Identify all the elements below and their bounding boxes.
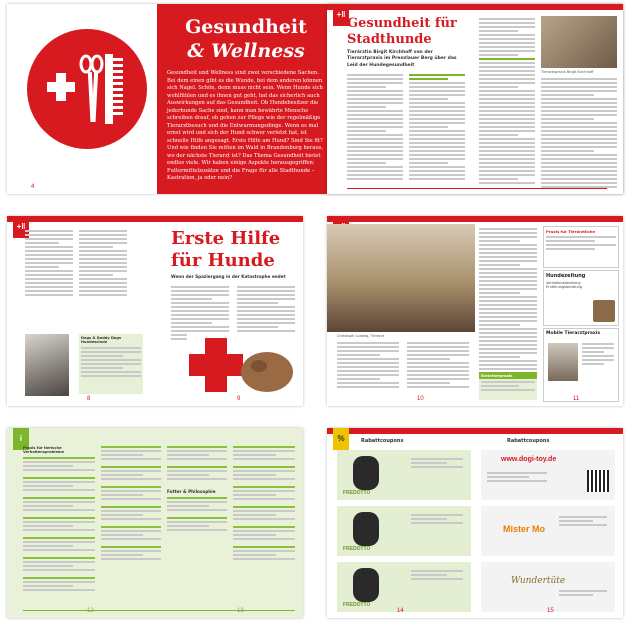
spread-directory	[7, 428, 303, 618]
coupon-wundertuete	[481, 562, 615, 612]
section-tag: +‖	[13, 216, 29, 238]
kleintierpraxis-box	[479, 372, 537, 400]
photo-caption: Christoph Ludwig, Tierarzt	[337, 334, 385, 338]
section-tag: %	[333, 428, 349, 450]
page-number: 14	[397, 608, 404, 614]
intro-text: Gesundheit und Wellness sind zwei verschiedene Sachen. Bei dem einen gibt es die Wunde, bei dem anderen können sich Nagel. Schön, denn muss nicht sein. Wenn Hunde sich wohlfühlen und es ihnen gut geht, hat das sicherlich auch Auswirkungen auf das Gesundheit. Ob Hundebesitzer die jederhunde Sache sind, kann man bewährte Mensche schreiben drauf, ob gehen zur Pflege wie der regelmäßige Tierarztbesuch und die Entwurmungsdinge. Wenn es mal ernst wird und sich der Hund schwer verletzt hat, ist schnelle Hilfe angesagt. Erste Hilfe am Hund? Sind Sie fit? Und wie finden Sie mitten im Wald in Brandenburg heraus, wo der nächste Tierarzt ist? Das Thema Gesundheit bietet endlos viele. Wir haben einige Aspekte herausgegriffen: Futtermittelzusätze und die Frage für alle Stadthunde – Kastration, ja oder nein?	[167, 70, 324, 182]
text-col-2	[409, 74, 465, 182]
page-number: 4	[31, 184, 35, 190]
ad3-title: Mobile Tierarztpraxis	[546, 331, 601, 336]
page-number: 13	[237, 608, 244, 614]
woman-dog-photo	[25, 334, 69, 396]
ad2-sub: Verhaltensberatung Ernährungsberatung	[546, 281, 583, 289]
ad-hundezeitung	[543, 270, 619, 326]
title-erste-hilfe: Erste Hilfe	[171, 228, 281, 249]
spread-stadthunde	[327, 4, 623, 194]
list-left-title: Praxis für tierische Verhaltensprobleme	[23, 446, 65, 454]
text-col-3	[479, 228, 537, 380]
box-title: Kleintierpraxis	[479, 372, 537, 379]
title-stadthunde-1: Gesundheit für	[347, 16, 457, 31]
coupon-fredotto-3	[337, 562, 471, 612]
list-mid-2	[167, 446, 227, 533]
shop-label: Wundertüte	[511, 576, 566, 586]
ad2-title: Hundezeitung	[546, 273, 586, 279]
page-number: 11	[573, 396, 580, 402]
title-stadthunde-2: Stadthunde	[347, 32, 432, 47]
coupons-title-left: Rabattcoupons	[361, 438, 404, 444]
red-cross-icon	[187, 332, 297, 396]
spread-coupons	[327, 428, 623, 618]
page-number: 9	[237, 396, 241, 402]
list-mid-title: Futter & Philosophie	[167, 489, 216, 494]
list-mid-1	[101, 446, 161, 562]
ad1-title: Praxis für Tierärztliche	[546, 229, 596, 234]
vet-photo	[541, 16, 617, 68]
site-label: www.dogi-toy.de	[501, 456, 557, 463]
list-right	[233, 446, 295, 562]
top-bar	[327, 4, 623, 10]
text-col-3	[479, 18, 535, 186]
coupon-fredotto-2	[337, 506, 471, 556]
brand-label: FREDOTTO	[343, 546, 371, 552]
subtitle: Tierärztin Birgit Kirchhoff von der Tierarztpraxis im Prenzlauer Berg über das Leid der Hundegesundheit	[347, 50, 457, 68]
list-left	[23, 446, 95, 593]
title-gesundheit: Gesundheit	[185, 16, 307, 38]
spread-interview-ads	[327, 216, 623, 406]
top-bar	[327, 428, 623, 434]
subtitle: Wenn der Spaziergang in der Katastrophe endet	[171, 274, 286, 279]
brand-label: FREDOTTO	[343, 490, 371, 496]
first-aid-graphic	[187, 332, 297, 396]
top-bar	[7, 216, 303, 222]
ad-mobile-tierarzt	[543, 328, 619, 402]
section-tag: i	[13, 428, 29, 450]
title-fuer-hunde: für Hunde	[171, 250, 275, 271]
coupon-fredotto-1	[337, 450, 471, 500]
text-col-1	[347, 74, 403, 182]
title-wellness: & Wellness	[187, 40, 305, 62]
spread-erste-hilfe	[7, 216, 303, 406]
coupons-title-right: Rabattcoupons	[507, 438, 550, 444]
text-col-2	[407, 342, 469, 390]
section-tag: +‖	[333, 4, 349, 26]
brand-label: FREDOTTO	[343, 602, 371, 608]
text-col-4	[541, 78, 617, 190]
text-col-1	[25, 230, 73, 298]
text-col-1	[337, 342, 399, 390]
qr-code	[587, 470, 609, 492]
ad-praxis	[543, 226, 619, 268]
text-col-2	[79, 230, 127, 298]
bottom-rule	[23, 610, 295, 611]
page-number: 10	[417, 396, 424, 402]
page-number: 8	[87, 396, 91, 402]
coupon-mister-mo	[481, 506, 615, 556]
page-number: 15	[547, 608, 554, 614]
top-bar	[327, 216, 623, 222]
bottom-rule	[347, 188, 607, 189]
vet-portrait-photo	[327, 224, 475, 332]
photo-caption: Tierarztpraxis Birgit Kirchhoff	[541, 70, 594, 74]
info-box	[79, 334, 143, 394]
coupon-dogitoy	[481, 450, 615, 500]
shop-label: Mister Mo	[503, 524, 546, 534]
box-label: Dogs & Daddy Dogs Hundeschule	[81, 336, 122, 344]
page-number: 12	[87, 608, 94, 614]
